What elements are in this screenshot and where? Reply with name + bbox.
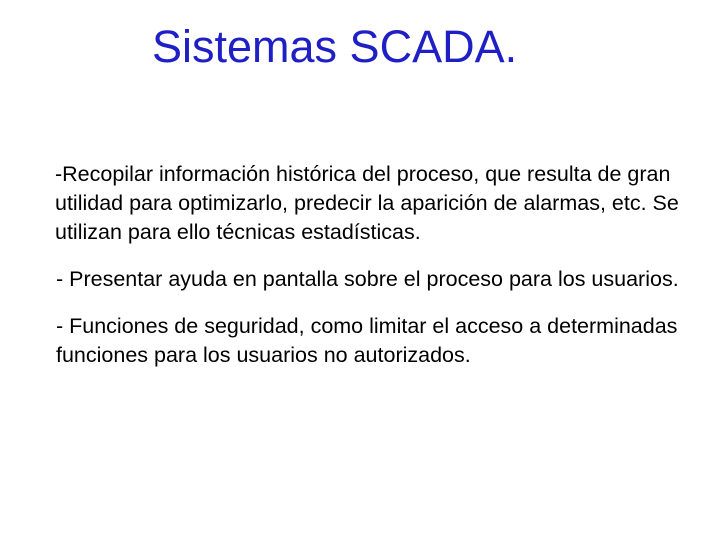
bullet-item-help: - Presentar ayuda en pantalla sobre el proceso para los usuarios. (56, 267, 679, 291)
slide-title: Sistemas SCADA. (152, 21, 518, 72)
bullet-item-security: - Funciones de seguridad, como limitar el acceso a determinadas funciones para los usuarios no autorizados. (56, 314, 678, 367)
bullet-list (55, 160, 715, 388)
bullet-item-history: -Recopilar información histórica del proceso, que resulta de gran utilidad para optimizarlo, predecir la aparición de alarmas, etc. Se utilizan para ello técnicas estadísticas. (55, 162, 679, 244)
